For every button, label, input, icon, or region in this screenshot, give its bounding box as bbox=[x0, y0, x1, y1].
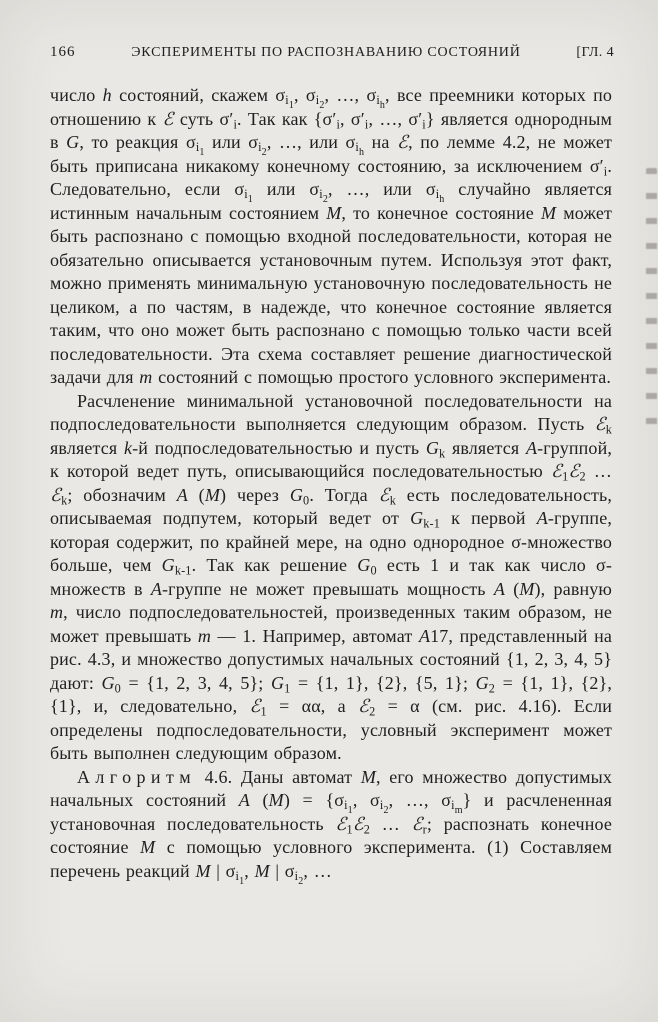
paragraph-algorithm-4-6: Алгоритм 4.6. Даны автомат M, его множество допустимых начальных состояний A $(M) = \{\sigma_{i_1}$, $\sigma_{i_2}$, …, $\sigma_{i_m}$} и расчлененная установочная последовательность ℰ$_1$ℰ$_2$ … ℰ$_r$; распознать конечное состояние M с помощью условного эксперимента. (1) Составляем перечень реакций M | $\sigma_{i_1}$, M | $\sigma_{i_2}$, … bbox=[50, 766, 613, 887]
scan-gutter-artifact bbox=[646, 168, 657, 433]
paragraph-continuation: число h состояний, скажем $\sigma_{i_1}$, $\sigma_{i_2}$, …, $\sigma_{i_h}$, все преемники которых по отношению к ℰ суть $\sigma'_i$. Так как {$\sigma'_i$, $\sigma'_i$, …, $\sigma'_i$} является однородным в G, то реакция $\sigma_{i_1}$ или $\sigma_{i_2}$, …, или $\sigma_{i_h}$ на ℰ, по лемме 4.2, не может быть приписана никакому конечному состоянию, за исключением $\sigma'_i$. Следовательно, если $\sigma_{i_1}$ или $\sigma_{i_2}$, …, или $\sigma_{i_h}$ случайно является истинным начальным состоянием M, то конечное состояние M может быть распознано с помощью входной последовательности, которая не обязательно описывается установочным путем. Используя этот факт, можно применять минимальную установочную последовательность не целиком, а по частям, в надежде, что конечное состояние является таким, что оно может быть распознано с помощью только части всей последовательности. Эта схема составляет решение диагностической задачи для m состояний с помощью простого условного эксперимента. bbox=[50, 85, 613, 387]
paragraph-subsequences: Расчленение минимальной установочной последовательности на подпоследовательности выполняется следующим образом. Пусть ℰ$_k$ является k-й подпоследовательностью и пусть $G_k$ является A-группой, к которой ведет путь, описывающийся последовательностью ℰ$_1$ℰ$_2$ … ℰ$_k$; обозначим A (M) через $G_0$. Тогда ℰ$_k$ есть последовательность, описываемая подпутем, который ведет от $G_{k-1}$ к первой A-группе, которая содержит, по крайней мере, на одно однородное σ-множество больше, чем $G_{k-1}$. Так как решение $G_0$ есть 1 и так как число σ-множеств в A-группе не может превышать мощность A (M), равную m, число подпоследовательностей, произведенных таким образом, не может превышать m — 1. Например, автомат A17, представленный на рис. 4.3, и множество допустимых начальных состояний {1, 2, 3, 4, 5} дают: $G_0 = \{1$, 2, 3, 4, 5}; $G_1 = \{1$, 1}, {2}, {5, 1}; $G_2 = \{1$, 1}, {2}, {1}, и, следовательно, ℰ$_1$ = αα, а ℰ$_2$ = α (см. рис. 4.16). Если определены подпоследовательности, условный эксперимент может быть выполнен следующим образом. bbox=[50, 390, 613, 763]
running-title: ЭКСПЕРИМЕНТЫ ПО РАСПОЗНАВАНИЮ СОСТОЯНИЙ bbox=[131, 45, 521, 60]
page-header bbox=[50, 44, 614, 61]
chapter-label: [ГЛ. 4 bbox=[576, 45, 614, 60]
page-number: 166 bbox=[50, 44, 76, 60]
body-text bbox=[50, 84, 613, 887]
